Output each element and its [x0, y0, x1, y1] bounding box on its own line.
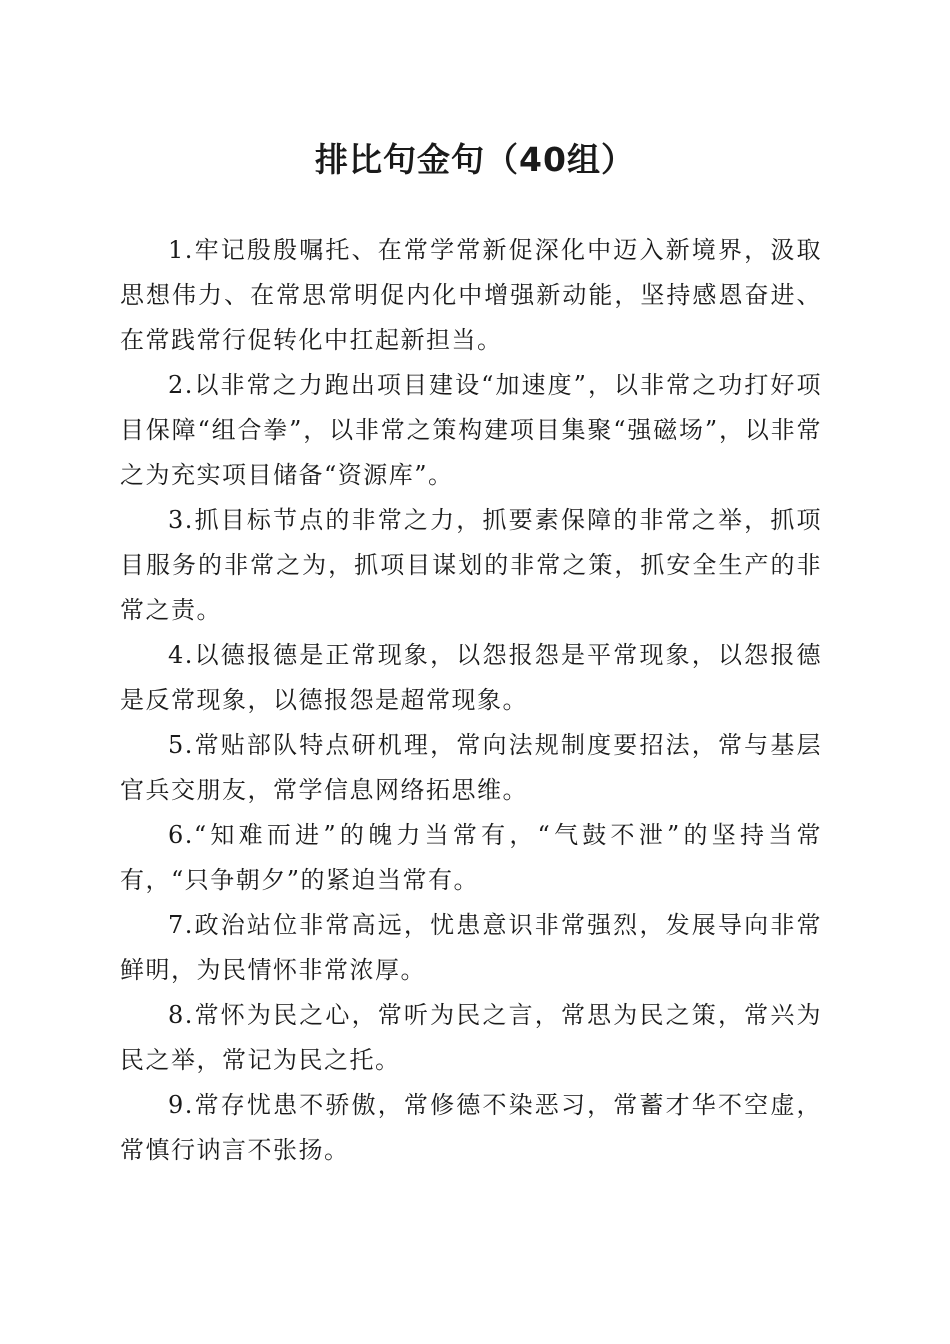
- paragraph-6: 6.“知难而进”的魄力当常有，“气鼓不泄”的坚持当常有，“只争朝夕”的紧迫当常有。: [120, 821, 822, 894]
- paragraph-3: 3.抓目标节点的非常之力，抓要素保障的非常之举，抓项目服务的非常之为，抓项目谋划的非常之策，抓安全生产的非常之责。: [120, 506, 822, 624]
- paragraph-9: 9.常存忧患不骄傲，常修德不染恶习，常蓄才华不空虚，常慎行讷言不张扬。: [120, 1091, 822, 1164]
- document-body: [120, 228, 822, 1173]
- paragraph-1: 1.牢记殷殷嘱托、在常学常新促深化中迈入新境界，汲取思想伟力、在常思常明促内化中增强新动能，坚持感恩奋进、在常践常行促转化中扛起新担当。: [120, 236, 822, 354]
- paragraph-7: 7.政治站位非常高远，忧患意识非常强烈，发展导向非常鲜明，为民情怀非常浓厚。: [120, 911, 822, 984]
- paragraph-2: 2.以非常之力跑出项目建设“加速度”，以非常之功打好项目保障“组合拳”，以非常之策构建项目集聚“强磁场”，以非常之为充实项目储备“资源库”。: [120, 371, 822, 489]
- paragraph-8: 8.常怀为民之心，常听为民之言，常思为民之策，常兴为民之举，常记为民之托。: [120, 1001, 822, 1074]
- paragraph-4: 4.以德报德是正常现象，以怨报怨是平常现象，以怨报德是反常现象，以德报怨是超常现象。: [120, 641, 822, 714]
- document-title: 排比句金句（40组）: [315, 140, 635, 179]
- paragraph-5: 5.常贴部队特点研机理，常向法规制度要招法，常与基层官兵交朋友，常学信息网络拓思维。: [120, 731, 822, 804]
